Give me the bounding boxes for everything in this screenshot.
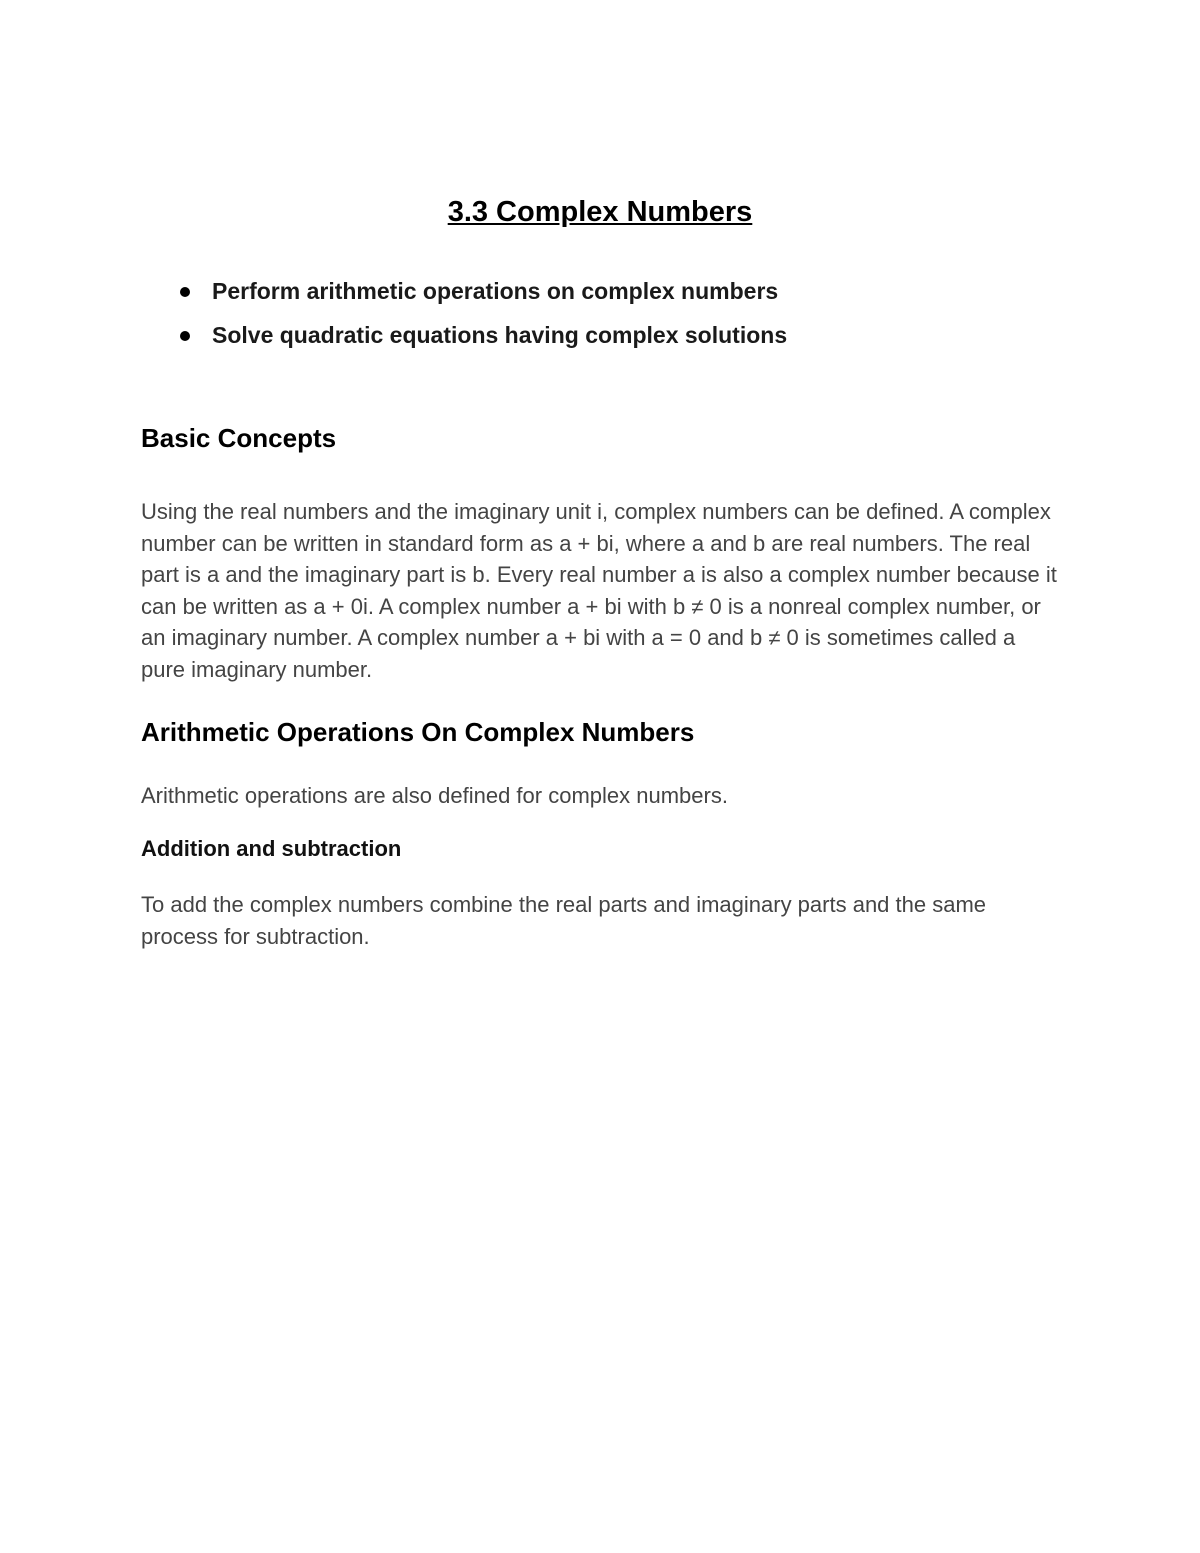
arithmetic-operations-paragraph: Arithmetic operations are also defined for complex numbers.: [141, 783, 728, 808]
subsection-heading-addition-subtraction: Addition and subtraction: [141, 836, 402, 861]
objective-item: [141, 274, 1059, 318]
objective-text: Perform arithmetic operations on complex numbers: [212, 278, 779, 304]
bullet-icon: [180, 287, 190, 297]
section-heading-basic-concepts: Basic Concepts: [141, 423, 337, 453]
section-heading-arithmetic-operations: Arithmetic Operations On Complex Numbers: [141, 717, 695, 747]
objectives-list: [141, 274, 1059, 362]
addition-subtraction-paragraph: To add the complex numbers combine the real parts and imaginary parts and the same process for subtraction.: [141, 892, 987, 949]
objective-text: Solve quadratic equations having complex solutions: [212, 322, 788, 348]
objective-item: [141, 318, 1059, 362]
basic-concepts-paragraph: Using the real numbers and the imaginary unit i, complex numbers can be defined. A complex number can be written in standard form as a + bi, where a and b are real numbers. The real part is a and the imaginary part is b. Every real number a is also a complex number because it can be written as a + 0i. A complex number a + bi with b ≠ 0 is a nonreal complex number, or an imaginary number. A complex number a + bi with a = 0 and b ≠ 0 is sometimes called a pure imaginary number.: [141, 499, 1057, 682]
bullet-icon: [180, 331, 190, 341]
page-title: 3.3 Complex Numbers: [447, 196, 753, 228]
